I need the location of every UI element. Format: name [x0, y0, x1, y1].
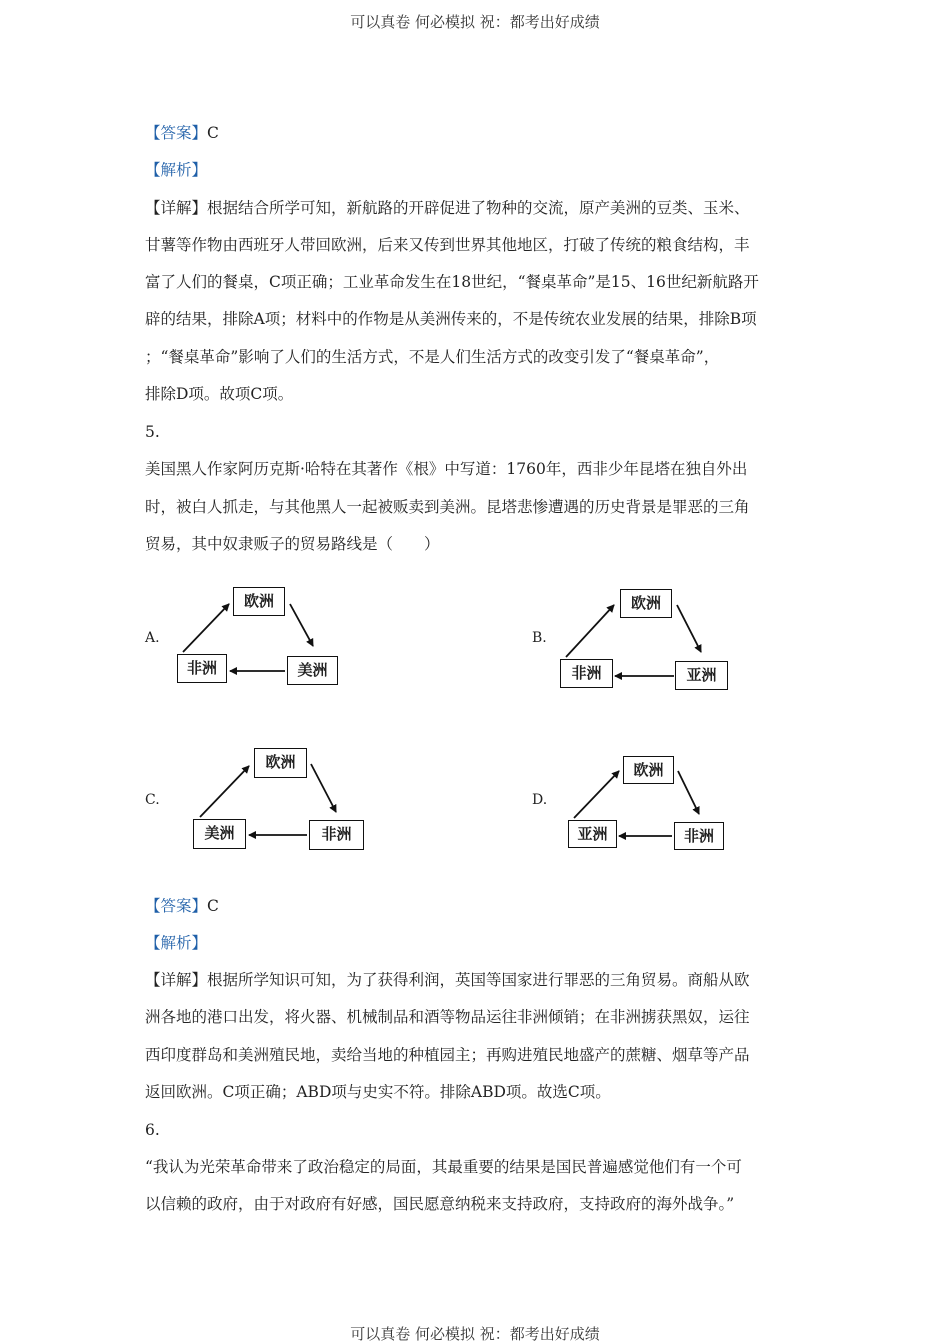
option-c-top-box: 欧洲	[254, 748, 307, 778]
option-c-right-box: 非洲	[309, 820, 364, 850]
option-b-right-box: 亚洲	[675, 661, 728, 690]
option-d-left-box: 亚洲	[568, 820, 617, 848]
page-header: 可以真卷 何必模拟 祝：都考出好成绩	[350, 13, 600, 31]
q5-detail-line	[145, 969, 815, 991]
q5-stem-text: 美国黑人作家阿历克斯·哈特在其著作《根》中写道：1760年，西非少年昆塔在独自外出	[145, 460, 748, 478]
option-c-arrow-top-to-right	[311, 764, 336, 812]
option-c-arrow-left-to-top	[200, 766, 249, 817]
q4-answer-tag: 【答案】	[145, 124, 208, 142]
option-d-label[interactable]: D.	[532, 792, 548, 808]
q5-detail-text: 根据所学知识可知，为了获得利润，英国等国家进行罪恶的三角贸易。商船从欧	[207, 971, 750, 989]
option-a-label[interactable]: A.	[145, 630, 160, 646]
q5-detail-tag: 【详解】	[145, 971, 208, 989]
q5-answer-line	[145, 895, 815, 917]
option-b-label[interactable]: B.	[532, 630, 547, 646]
option-a-arrow-top-to-right	[290, 604, 313, 646]
q6-stem-text: 以信赖的政府，由于对政府有好感，国民愿意纳税来支持政府，支持政府的海外战争。”	[145, 1195, 735, 1213]
option-a-left-box: 非洲	[177, 654, 227, 683]
q4-detail-line	[145, 197, 815, 219]
q4-detail-text: 根据结合所学可知，新航路的开辟促进了物种的交流，原产美洲的豆类、玉米、	[207, 199, 750, 217]
option-d-arrow-left-to-top	[574, 771, 619, 818]
option-c-left-box: 美洲	[193, 819, 246, 849]
q4-analysis-tag: 【解析】	[145, 161, 208, 179]
q5-stem-text: 贸易，其中奴隶贩子的贸易路线是（ ）	[145, 535, 440, 553]
option-a-arrow-left-to-top	[183, 604, 229, 652]
q4-detail-text: 甘薯等作物由西班牙人带回欧洲，后来又传到世界其他地区，打破了传统的粮食结构，丰	[145, 236, 750, 254]
q4-detail-tag: 【详解】	[145, 199, 208, 217]
option-d-arrow-top-to-right	[678, 771, 699, 814]
option-d-top-box: 欧洲	[623, 756, 674, 784]
q4-detail-text: ；“餐桌革命”影响了人们的生活方式，不是人们生活方式的改变引发了“餐桌革命”，	[145, 348, 720, 366]
option-b-arrow-top-to-right	[677, 605, 701, 652]
page-footer: 可以真卷 何必模拟 祝：都考出好成绩	[350, 1325, 600, 1343]
option-b-top-box: 欧洲	[620, 589, 672, 618]
q4-detail-text: 排除D项。故项C项。	[145, 385, 294, 403]
q5-detail-text: 西印度群岛和美洲殖民地，卖给当地的种植园主；再购进殖民地盛产的蔗糖、烟草等产品	[145, 1046, 750, 1064]
q5-detail-text: 返回欧洲。C项正确；ABD项与史实不符。排除ABD项。故选C项。	[145, 1083, 611, 1101]
q5-answer-value: C	[207, 897, 219, 915]
option-b-arrow-left-to-top	[566, 605, 614, 657]
q6-stem-text: “我认为光荣革命带来了政治稳定的局面，其最重要的结果是国民普遍感觉他们有一个可	[145, 1158, 742, 1176]
q4-answer-value: C	[207, 124, 219, 142]
q4-detail-text: 辟的结果，排除A项；材料中的作物是从美洲传来的，不是传统农业发展的结果，排除B项	[145, 310, 757, 328]
q5-number: 5.	[145, 423, 160, 441]
option-a-top-box: 欧洲	[233, 587, 285, 616]
option-c-label[interactable]: C.	[145, 792, 160, 808]
q6-number: 6.	[145, 1121, 160, 1139]
q5-detail-text: 洲各地的港口出发，将火器、机械制品和酒等物品运往非洲倾销；在非洲掳获黑奴，运往	[145, 1008, 750, 1026]
q4-answer-line	[145, 122, 815, 144]
q4-detail-text: 富了人们的餐桌，C项正确；工业革命发生在18世纪，“餐桌革命”是15、16世纪新航路开	[145, 273, 759, 291]
option-d-right-box: 非洲	[674, 822, 724, 850]
option-a-right-box: 美洲	[287, 656, 338, 685]
q5-answer-tag: 【答案】	[145, 897, 208, 915]
option-b-left-box: 非洲	[560, 659, 613, 688]
q5-stem-text: 时，被白人抓走，与其他黑人一起被贩卖到美洲。昆塔悲惨遭遇的历史背景是罪恶的三角	[145, 498, 750, 516]
q5-analysis-tag: 【解析】	[145, 934, 208, 952]
